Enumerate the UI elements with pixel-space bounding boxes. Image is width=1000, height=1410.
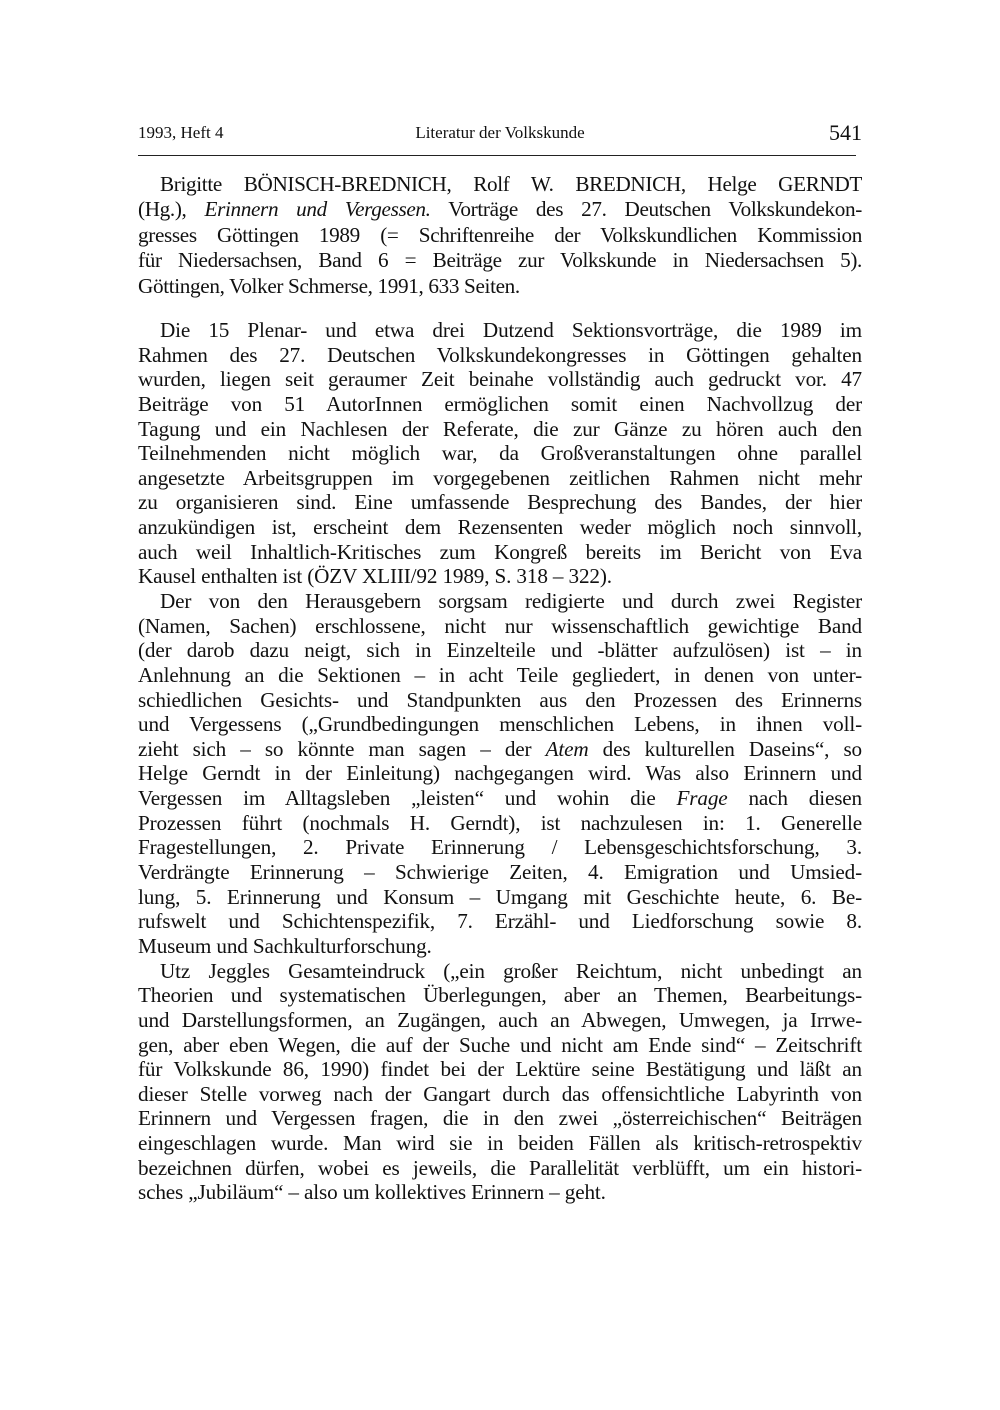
text-line: Erinnern und Vergessen fragen, die in den zwei „österreichischen“ Beiträgen [138, 1106, 862, 1131]
text-line: Verdrängte Erinnerung – Schwierige Zeiten, 4. Emigration und Umsied- [138, 860, 862, 885]
running-header [138, 118, 862, 148]
text-line: rufswelt und Schichtenspezifik, 7. Erzähl- und Liedforschung sowie 8. [138, 909, 862, 934]
text-segment: nach diesen [727, 786, 863, 811]
paragraph-2 [138, 589, 862, 959]
text-line: Theorien und systematischen Überlegungen, aber an Themen, Bearbeitungs- [138, 983, 862, 1008]
text-line: Beiträge von 51 AutorInnen ermöglichen somit einen Nachvollzug der [138, 391, 862, 416]
citation-line [138, 197, 862, 222]
citation-text: Vorträge des 27. Deutschen Volkskundekon- [448, 197, 862, 222]
text-line: Tagung und ein Nachlesen der Referate, die zur Gänze zu hören auch den [138, 416, 862, 441]
text-line: und Vergessens („Grundbedingungen menschlichen Lebens, in ihnen voll- [138, 712, 862, 737]
text-line: Kausel enthalten ist (ÖZV XLIII/92 1989, S. 318 – 322). [138, 564, 612, 589]
text-line: wurden, liegen seit geraumer Zeit beinahe vollständig auch gedruckt vor. 47 [138, 367, 862, 392]
paragraph-3 [138, 959, 862, 1205]
text-line: und Darstellungsformen, an Zugängen, auch an Abwegen, Umwegen, ja Irrwe- [138, 1007, 862, 1032]
review-body [138, 318, 862, 1205]
citation-line: gresses Göttingen 1989 (= Schriftenreihe der Volkskundlichen Kommission [138, 222, 862, 247]
text-line: dieser Stelle vorweg nach der Gangart durch das offensichtliche Labyrinth von [138, 1081, 862, 1106]
text-line: Helge Gerndt in der Einleitung) nachgegangen wird. Was also Erinnern und [138, 761, 862, 786]
text-line: eingeschlagen wurde. Man wird sie in beiden Fällen als kritisch-retrospektiv [138, 1131, 862, 1156]
text-line: Rahmen des 27. Deutschen Volkskundekongresses in Göttingen gehalten [138, 342, 862, 367]
section-title: Literatur der Volkskunde [415, 123, 585, 142]
text-line: Fragestellungen, 2. Private Erinnerung / Lebensgeschichtsforschung, 3. [138, 835, 862, 860]
text-line: Die 15 Plenar- und etwa drei Dutzend Sektionsvorträge, die 1989 im [160, 317, 862, 342]
citation-line: Göttingen, Volker Schmerse, 1991, 633 Seiten. [138, 273, 520, 298]
emphasis-frage: Frage [676, 786, 728, 811]
text-line: gen, aber eben Wegen, die auf der Suche und nicht am Ende sind“ – Zeitschrift [138, 1032, 862, 1057]
issue-label: 1993, Heft 4 [138, 123, 224, 142]
text-line: angesetzte Arbeitsgruppen im vorgegebenen zeitlichen Rahmen nicht mehr [138, 465, 862, 490]
citation-line: für Niedersachsen, Band 6 = Beiträge zur Volkskunde in Niedersachsen 5). [138, 248, 862, 273]
text-line: Der von den Herausgebern sorgsam redigierte und durch zwei Register [160, 589, 862, 613]
page-number: 541 [829, 120, 862, 145]
paragraph-1 [138, 318, 862, 589]
citation-editor-marker: (Hg.), [138, 197, 205, 222]
text-line: auch weil Inhaltlich-Kritisches zum Kongreß bereits im Bericht von Eva [138, 539, 862, 564]
text-line: (der darob dazu neigt, sich in Einzelteile und -blätter aufzulösen) ist – in [138, 638, 862, 663]
text-line: für Volkskunde 86, 1990) findet bei der Lektüre seine Bestätigung und läßt an [138, 1057, 862, 1082]
text-line: Museum und Sachkulturforschung. [138, 933, 432, 958]
text-line: zu organisieren sind. Eine umfassende Besprechung des Bandes, der hier [138, 490, 862, 515]
text-line: Prozessen führt (nochmals H. Gerndt), ist nachzulesen in: 1. Generelle [138, 810, 862, 835]
text-line: bezeichnen dürfen, wobei es jeweils, die Parallelität verblüfft, um ein histori- [138, 1155, 862, 1180]
text-line: schiedlichen Gesichts- und Standpunkten aus den Prozessen des Erinnerns [138, 687, 862, 712]
text-line: anzukündigen ist, erscheint dem Rezensenten weder möglich noch sinnvoll, [138, 515, 862, 540]
emphasis-atem: Atem [545, 736, 589, 761]
text-segment: des kulturellen Daseins“, so [588, 736, 862, 761]
text-line: (Namen, Sachen) erschlossene, nicht nur wissenschaftlich gewichtige Band [138, 613, 862, 638]
page [138, 118, 862, 1205]
text-line: lung, 5. Erinnerung und Konsum – Umgang mit Geschichte heute, 6. Be- [138, 884, 862, 909]
book-title: Erinnern und Vergessen. [204, 197, 431, 222]
text-line: Utz Jeggles Gesamteindruck („ein großer Reichtum, nicht unbedingt an [160, 958, 862, 983]
text-segment: Vergessen im Alltagsleben „leisten“ und wohin die [138, 786, 677, 811]
text-line: Anlehnung an die Sektionen – in acht Teile gegliedert, in denen von unter- [138, 662, 862, 687]
text-segment: zieht sich – so könnte man sagen – der [138, 736, 546, 761]
text-line [138, 786, 862, 811]
text-line: sches „Jubiläum“ – also um kollektives Erinnern – geht. [138, 1180, 606, 1205]
text-line [138, 737, 862, 762]
book-citation [138, 172, 862, 299]
text-line: Teilnehmenden nicht möglich war, da Großveranstaltungen ohne parallel [138, 441, 862, 466]
citation-line: Brigitte BÖNISCH-BREDNICH, Rolf W. BREDNICH, Helge GERNDT [160, 172, 862, 196]
header-rule [138, 155, 856, 156]
